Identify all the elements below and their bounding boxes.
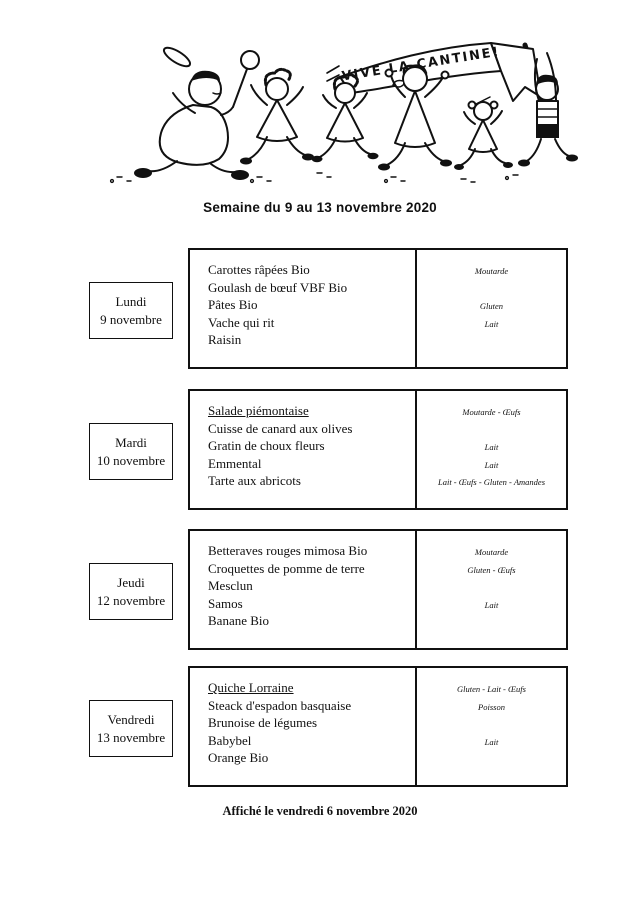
child-figure-4	[454, 97, 513, 170]
dish-name: Brunoise de légumes	[208, 715, 318, 731]
menu-box	[188, 666, 568, 787]
dish-name: Banane Bio	[208, 613, 270, 629]
allergen-label: Lait	[484, 442, 499, 453]
dish-name: Croquettes de pomme de terre	[208, 560, 365, 576]
page-title: Semaine du 9 au 13 novembre 2020	[203, 200, 437, 215]
day-block-vendredi	[0, 666, 640, 787]
dish-name: Samos	[208, 595, 243, 611]
day-label-box	[89, 700, 173, 757]
allergen-label: Lait	[484, 318, 499, 329]
dish-name: Cuisse de canard aux olives	[208, 420, 353, 436]
dish-name: Pâtes Bio	[208, 297, 258, 313]
dish-name: Goulash de bœuf VBF Bio	[208, 279, 348, 295]
allergen-label	[417, 333, 566, 351]
dish-name: Raisin	[208, 332, 242, 348]
dish-name: Gratin de choux fleurs	[208, 438, 325, 454]
dish-name: Quiche Lorraine	[208, 680, 294, 695]
day-block-lundi	[0, 248, 640, 369]
allergen-label	[417, 422, 566, 440]
day-block-mardi	[0, 389, 640, 510]
banner-text: VIVE LA CANTINE!	[340, 44, 505, 85]
menu-box	[188, 389, 568, 510]
allergen-column	[415, 250, 566, 367]
allergen-label	[417, 716, 566, 734]
allergen-label: Moutarde	[474, 547, 509, 557]
child-figure-1	[240, 69, 314, 164]
allergen-label: Lait	[484, 599, 499, 610]
day-block-jeudi	[0, 529, 640, 650]
day-name: Lundi	[115, 293, 147, 309]
day-label-box	[89, 282, 173, 339]
allergen-label	[417, 751, 566, 769]
allergen-label: Gluten - Œufs	[467, 564, 516, 575]
dish-name: Babybel	[208, 732, 252, 748]
dish-column	[190, 391, 415, 508]
allergen-label	[417, 579, 566, 597]
footer-note: Affiché le vendredi 6 novembre 2020	[222, 804, 418, 818]
dish-name: Emmental	[208, 455, 262, 471]
allergen-label	[417, 281, 566, 299]
day-name: Vendredi	[107, 711, 155, 727]
allergen-label: Moutarde	[474, 266, 509, 276]
allergen-label	[417, 614, 566, 632]
menu-box	[188, 529, 568, 650]
dust-puffs	[111, 173, 518, 182]
day-name: Mardi	[115, 434, 147, 450]
day-name: Jeudi	[117, 574, 145, 590]
dish-name: Carottes râpées Bio	[208, 262, 310, 277]
dish-column	[190, 668, 415, 785]
allergen-column	[415, 668, 566, 785]
allergen-label: Moutarde - Œufs	[462, 407, 521, 417]
day-date: 9 novembre	[100, 311, 162, 327]
dish-name: Mesclun	[208, 578, 253, 594]
dish-name: Betteraves rouges mimosa Bio	[208, 543, 368, 558]
day-label-box	[89, 563, 173, 620]
cantine-illustration	[55, 30, 585, 190]
dish-name: Steack d'espadon basquaise	[208, 697, 352, 713]
allergen-label: Lait	[484, 459, 499, 470]
allergen-label: Gluten - Lait - Œufs	[457, 684, 526, 694]
day-date: 10 novembre	[96, 452, 166, 468]
dish-name: Orange Bio	[208, 750, 269, 766]
allergen-label: Lait	[484, 736, 499, 747]
cantine-illustration-svg	[55, 30, 585, 190]
day-date: 13 novembre	[96, 729, 166, 745]
allergen-label: Lait - Œufs - Gluten - Amandes	[437, 477, 546, 488]
menu-box	[188, 248, 568, 369]
allergen-label: Poisson	[478, 701, 505, 712]
dish-column	[190, 531, 415, 648]
allergen-label: Gluten	[479, 301, 504, 312]
dish-name: Vache qui rit	[208, 314, 275, 330]
dish-name: Tarte aux abricots	[208, 473, 301, 489]
day-date: 12 novembre	[96, 592, 166, 608]
dish-name: Salade piémontaise	[208, 403, 309, 418]
allergen-column	[415, 531, 566, 648]
banner	[327, 43, 552, 131]
chef-figure	[134, 44, 259, 180]
dish-column	[190, 250, 415, 367]
allergen-column	[415, 391, 566, 508]
day-label-box	[89, 423, 173, 480]
